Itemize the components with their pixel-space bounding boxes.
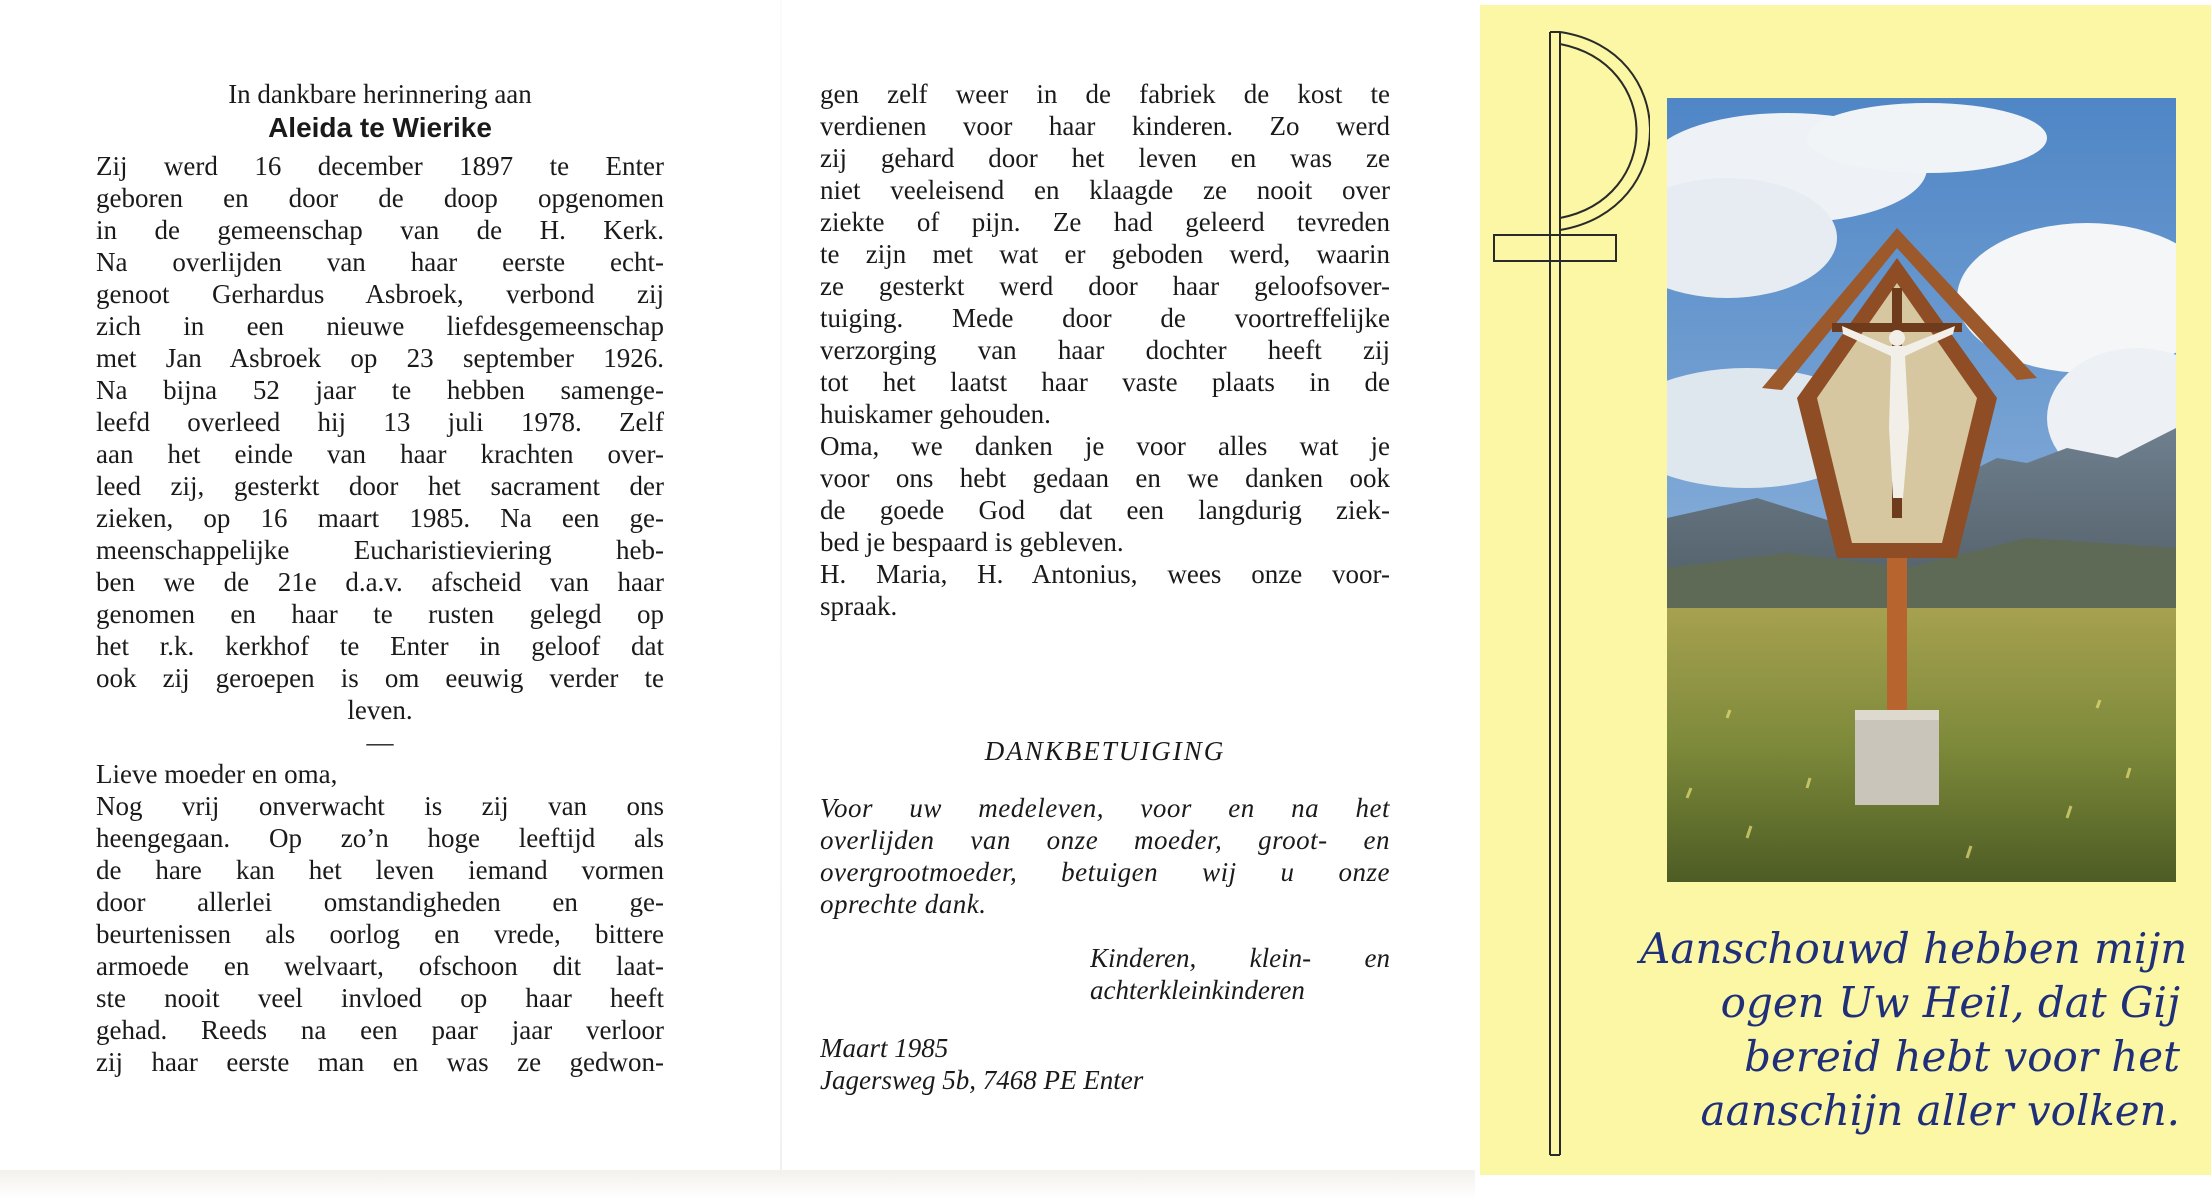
- signed-line: achterkleinkinderen: [1090, 975, 1305, 1005]
- dank-line: oprechte dank.: [820, 889, 987, 919]
- letter-line: ste nooit veel invloed op haar heeft: [96, 983, 664, 1013]
- text-line: verzorging van haar dochter heeft zij: [820, 335, 1390, 365]
- letter-line: gehad. Reeds na een paar jaar verloor: [96, 1015, 664, 1045]
- dank-line: Voor uw medeleven, voor en na het: [820, 793, 1390, 823]
- letter-line: de hare kan het leven iemand vormen: [96, 855, 664, 885]
- panel-left: [96, 78, 664, 1078]
- text-line: gen zelf weer in de fabriek de kost te: [820, 79, 1390, 109]
- separator-dash: —: [366, 727, 394, 757]
- quote-line: aanschijn aller volken.: [1700, 1086, 2180, 1135]
- letter-line: armoede en welvaart, ofschoon dit laat-: [96, 951, 664, 981]
- text-line: H. Maria, H. Antonius, wees onze voor-: [820, 559, 1390, 589]
- text-line: spraak.: [820, 591, 898, 621]
- bio-line: zich in een nieuwe liefdesgemeenschap: [96, 311, 664, 341]
- bio-line: meenschappelijke Eucharistieviering heb-: [96, 535, 664, 565]
- text-line: te zijn met wat er geboden werd, waarin: [820, 239, 1390, 269]
- bio-line: Na bijna 52 jaar te hebben samenge-: [96, 375, 664, 405]
- date-text: Maart 1985: [820, 1033, 949, 1063]
- letter-line: door allerlei omstandigheden en ge-: [96, 887, 664, 917]
- bio-line: leven.: [347, 695, 413, 725]
- letter-line: beurtenissen als oorlog en vrede, bittere: [96, 919, 664, 949]
- wayside-crucifix-shrine-photo: [1667, 98, 2176, 882]
- text-line: zij gehard door het leven en was ze: [820, 143, 1390, 173]
- bio-line: Na overlijden van haar eerste echt-: [96, 247, 664, 277]
- text-line: bed je bespaard is gebleven.: [820, 527, 1124, 557]
- letter-line: Lieve moeder en oma,: [96, 759, 338, 789]
- letter-line: zij haar eerste man en was ze gedwon-: [96, 1047, 664, 1077]
- intro-text: In dankbare herinnering aan: [228, 79, 532, 109]
- quote-line: ogen Uw Heil, dat Gij: [1720, 978, 2180, 1027]
- text-line: verdienen voor haar kinderen. Zo werd: [820, 111, 1390, 141]
- dank-line: overlijden van onze moeder, groot- en: [820, 825, 1390, 855]
- bio-line: met Jan Asbroek op 23 september 1926.: [96, 343, 664, 373]
- text-line: tuiging. Mede door de voortreffelijke: [820, 303, 1390, 333]
- text-line: ziekte of pijn. Ze had geleerd tevreden: [820, 207, 1390, 237]
- panel-middle: [820, 78, 1390, 622]
- bio-line: genomen en haar te rusten gelegd op: [96, 599, 664, 629]
- date-address-block: [820, 1032, 1290, 1096]
- bio-line: leed zij, gesterkt door het sacrament der: [96, 471, 664, 501]
- letter-line: heengegaan. Op zo’n hoge leeftijd als: [96, 823, 664, 853]
- text-line: huiskamer gehouden.: [820, 399, 1051, 429]
- text-line: tot het laatst haar vaste plaats in de: [820, 367, 1390, 397]
- text-line: Oma, we danken je voor alles wat je: [820, 431, 1390, 461]
- bio-line: genoot Gerhardus Asbroek, verbond zij: [96, 279, 664, 309]
- dankbetuiging-text: [820, 792, 1390, 920]
- text-line: niet veeleisend en klaagde ze nooit over: [820, 175, 1390, 205]
- bio-line: ook zij geroepen is om eeuwig verder te: [96, 663, 664, 693]
- chi-rho-cross-icon: [1490, 30, 1650, 1170]
- bio-line: ben we de 21e d.a.v. afscheid van haar: [96, 567, 664, 597]
- letter-line: Nog vrij onverwacht is zij van ons: [96, 791, 664, 821]
- bio-line: zieken, op 16 maart 1985. Na een ge-: [96, 503, 664, 533]
- card-edge: [0, 1170, 1475, 1200]
- signature-block: [1090, 942, 1390, 1006]
- bio-line: leefd overleed hij 13 juli 1978. Zelf: [96, 407, 664, 437]
- letter-paragraph: [96, 758, 664, 1078]
- bio-line: aan het einde van haar krachten over-: [96, 439, 664, 469]
- bio-line: Zij werd 16 december 1897 te Enter: [96, 151, 664, 181]
- bio-line: geboren en door de doop opgenomen: [96, 183, 664, 213]
- text-line: ze gesterkt werd door haar geloofsover-: [820, 271, 1390, 301]
- dankbetuiging-heading: DANKBETUIGING: [984, 736, 1226, 766]
- signed-line: Kinderen, klein- en: [1090, 943, 1390, 973]
- dank-line: overgrootmoeder, betuigen wij u onze: [820, 857, 1390, 887]
- bio-line: in de gemeenschap van de H. Kerk.: [96, 215, 664, 245]
- quote-line: Aanschouwd hebben mijn: [1640, 924, 2188, 973]
- bio-paragraph: [96, 150, 664, 726]
- card-fold: [780, 0, 782, 1175]
- text-line: de goede God dat een langdurig ziek-: [820, 495, 1390, 525]
- quote-line: bereid hebt voor het: [1744, 1032, 2180, 1081]
- deceased-name: Aleida te Wierike: [268, 112, 492, 143]
- text-line: voor ons hebt gedaan en we danken ook: [820, 463, 1390, 493]
- bio-line: het r.k. kerkhof te Enter in geloof dat: [96, 631, 664, 661]
- address-text: Jagersweg 5b, 7468 PE Enter: [820, 1065, 1144, 1095]
- bible-quote: [1640, 922, 2188, 1138]
